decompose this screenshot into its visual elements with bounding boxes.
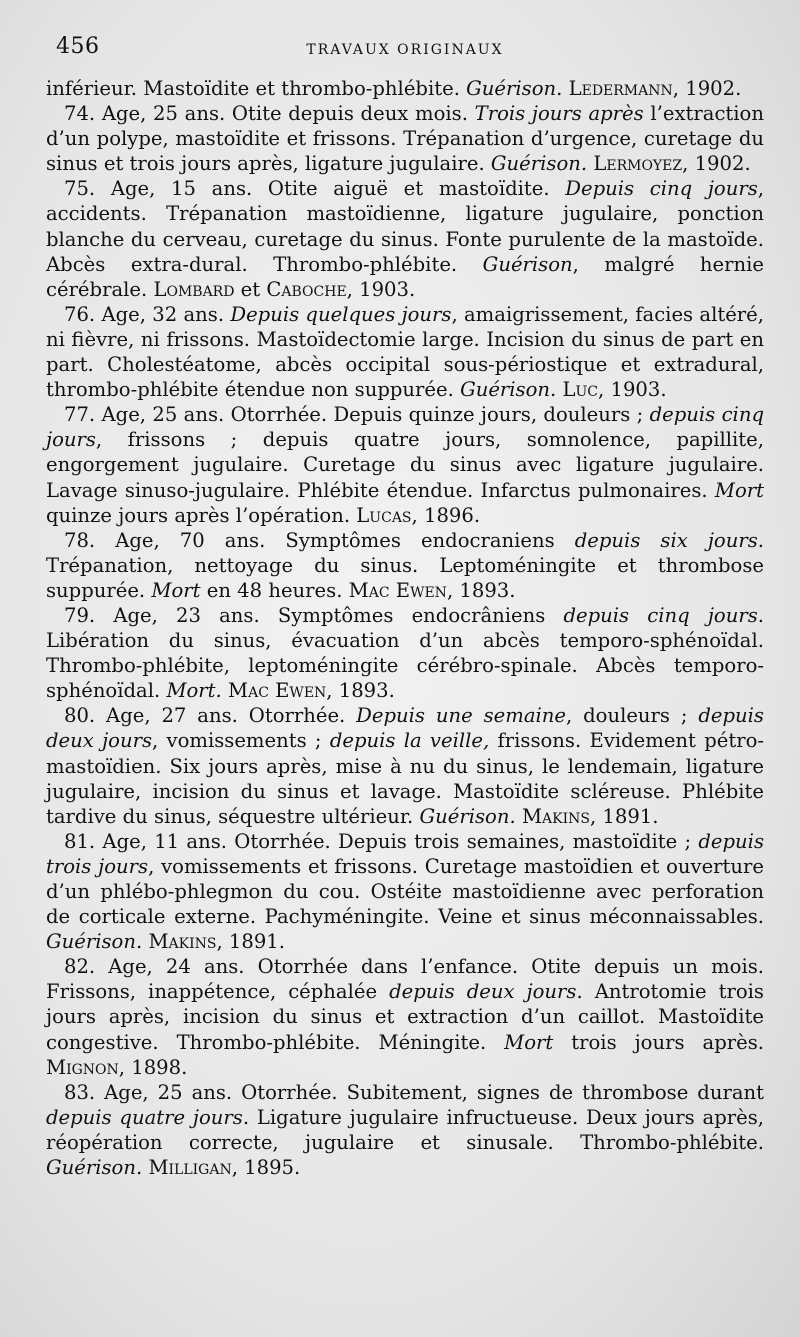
text-run: , 1893. [326, 679, 395, 703]
italic-text: Depuis une semaine [356, 704, 566, 728]
text-run: , 1891. [589, 804, 659, 828]
text-run: 74. Age, 25 ans. Otite depuis deux mois. [64, 102, 475, 126]
author-name: Lucas [356, 503, 412, 527]
italic-text: depuis trois jours [46, 829, 764, 878]
author-name: Mac Ewen [228, 679, 327, 703]
italic-text: Guérison. [46, 1156, 143, 1180]
paragraph-case-74 [46, 101, 764, 176]
text-run: et [234, 277, 267, 301]
text-run: , 1902. [672, 77, 742, 100]
italic-text: depuis cinq jours [46, 403, 764, 452]
italic-text: depuis quatre jours [46, 1105, 243, 1129]
text-run: 83. Age, 25 ans. Otorrhée. Subitement, signes de thrombose durant [64, 1080, 764, 1104]
text-run: l’extraction d’un polype, mastoïdite et frissons. Trépanation d’urgence, curetage du sinus et trois jours après, ligature jugulaire. [46, 102, 764, 176]
page-number: 456 [56, 34, 100, 59]
paragraph-case-73-continuation [46, 76, 764, 101]
paragraph-case-80 [46, 703, 764, 828]
italic-text: Guérison. [466, 77, 563, 100]
text-run: . Libération du sinus, évacuation d’un abcès temporo-sphénoïdal. Thrombo-phlébite, leptoméningite cérébro-spinale. Abcès temporo-sphénoïdal. [46, 603, 764, 703]
text-run: , douleurs ; [565, 704, 699, 728]
text-run: , 1898. [118, 1055, 188, 1079]
italic-text: Mort [714, 478, 764, 502]
author-name: Caboche [266, 277, 347, 301]
text-run: , 1895. [231, 1156, 301, 1180]
text-run: quinze jours après l’opération. [46, 503, 357, 527]
paragraph-case-81 [46, 829, 764, 954]
text-run: 82. Age, 24 ans. Otorrhée dans l’enfance. Otite depuis un mois. Frissons, inappétence, céphalée [46, 955, 764, 1004]
text-run: 76. Age, 32 ans. [64, 302, 231, 326]
italic-text: Guérison. [460, 378, 557, 402]
text-run: inférieur. Mastoïdite et thrombo-phlébite. [46, 77, 467, 100]
text-run: , 1896. [411, 503, 481, 527]
author-name: Makins [148, 930, 217, 954]
text-run: 79. Age, 23 ans. Symptômes endocrâniens [64, 603, 564, 627]
italic-text: Guérison. [419, 804, 516, 828]
text-run: 77. Age, 25 ans. Otorrhée. Depuis quinze jours, douleurs ; [64, 403, 650, 427]
author-name: Makins [521, 804, 590, 828]
text-run: , frissons ; depuis quatre jours, somnolence, papillite, engorgement jugulaire. Curetage du sinus avec ligature jugulaire. Lavage sinuso-jugulaire. Phlébite étendue. Infarctus pulmonaires. [46, 428, 764, 502]
paragraph-case-79 [46, 603, 764, 703]
paragraph-case-76 [46, 302, 764, 402]
italic-text: Mort. [166, 679, 222, 703]
paragraph-case-83 [46, 1080, 764, 1180]
running-head: TRAVAUX ORIGINAUX [306, 42, 504, 58]
italic-text: depuis deux jours [389, 980, 577, 1004]
italic-text: depuis cinq jours [563, 603, 758, 627]
italic-text: Guérison. [46, 930, 143, 954]
text-run: , 1902. [682, 152, 751, 176]
text-run: . Ligature jugulaire infructueuse. Deux jours après, réopération correcte, jugulaire et sinusale. Thrombo-phlébite. [46, 1105, 764, 1154]
text-run: 81. Age, 11 ans. Otorrhée. Depuis trois semaines, mastoïdite ; [64, 829, 699, 853]
italic-text: Mort [151, 578, 201, 602]
italic-text: Depuis quelques jours [230, 302, 452, 326]
author-name: Lermoyez [593, 152, 683, 176]
italic-text: Guérison [482, 252, 573, 276]
author-name: Mac Ewen [348, 578, 447, 602]
text-run: 78. Age, 70 ans. Symptômes endocraniens [64, 528, 575, 552]
body-text [46, 76, 764, 1180]
paragraph-case-82 [46, 954, 764, 1079]
text-run: 80. Age, 27 ans. Otorrhée. [64, 704, 357, 728]
text-run: frissons. Evidement pétro-mastoïdien. Six jours après, mise à nu du sinus, le lendemain, ligature jugulaire, incision du sinus et lavage. Mastoïdite scléreuse. Phlébite tardive du sinus, séquestre ultérieur. [46, 729, 765, 828]
text-run: , amaigrissement, facies altéré, ni fièvre, ni frissons. Mastoïdectomie large. Incision du sinus de part en part. Cholestéatome, abcès occipital sous-périostique et extradural, thrombo-phlébite étendue non suppurée. [46, 302, 764, 402]
italic-text: Guérison. [490, 152, 588, 176]
paragraph-case-77 [46, 402, 764, 527]
text-run: , 1893. [446, 578, 516, 602]
text-run: en 48 heures. [200, 578, 349, 602]
italic-text: Trois jours après [474, 102, 644, 126]
author-name: Milligan [148, 1156, 232, 1180]
text-run: . Trépanation, nettoyage du sinus. Leptoméningite et thrombose suppurée. [46, 528, 764, 602]
italic-text: depuis deux jours [46, 704, 764, 753]
text-run: trois jours après. [553, 1030, 764, 1054]
text-run: , 1903. [346, 277, 416, 301]
italic-text: depuis la veille, [329, 729, 490, 753]
text-run: 75. Age, 15 ans. Otite aiguë et mastoïdite. [64, 177, 566, 201]
italic-text: Depuis cinq jours [565, 177, 758, 201]
text-run: , vomissements ; [152, 729, 330, 753]
author-name: Luc [562, 378, 599, 402]
text-run: . Antrotomie trois jours après, incision du sinus et extraction d’un caillot. Mastoïdite congestive. Thrombo-phlébite. Méningite. [46, 980, 764, 1054]
italic-text: Mort [504, 1030, 554, 1054]
paragraph-case-75 [46, 176, 764, 301]
text-run: , 1903. [598, 378, 667, 402]
author-name: Ledermann [568, 77, 673, 100]
paragraph-case-78 [46, 528, 764, 603]
author-name: Lombard [153, 277, 235, 301]
author-name: Mignon [46, 1055, 119, 1079]
text-run: , vomissements et frissons. Curetage mastoïdien et ouverture d’un phlébo-phlegmon du cou. Ostéite mastoïdienne avec perforation de corticale externe. Pachyméningite. Veine et sinus méconnaissables. [46, 854, 765, 929]
text-run: , malgré hernie cérébrale. [46, 252, 764, 301]
italic-text: depuis six jours [574, 528, 758, 552]
page-header [46, 32, 764, 76]
text-run: , 1891. [216, 930, 286, 954]
text-run: , accidents. Trépanation mastoïdienne, ligature jugulaire, ponction blanche du cerveau, curetage du sinus. Fonte purulente de la mastoïde. Abcès extra-dural. Thrombo-phlébite. [46, 177, 764, 276]
